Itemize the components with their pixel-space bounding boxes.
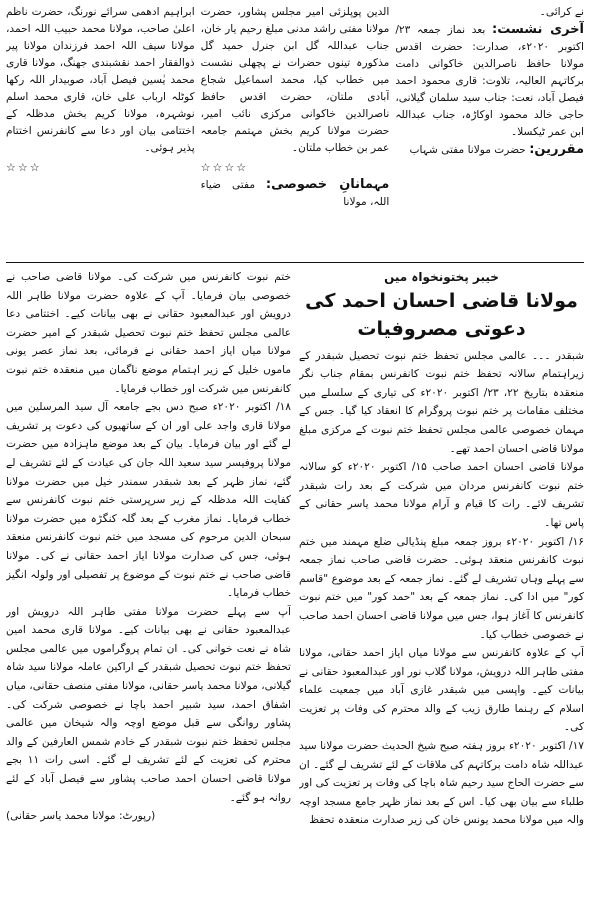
article-paragraph: ختم نبوت کانفرنس میں شرکت کی۔ مولانا قاضی صاحب نے خصوصی بیان فرمایا۔ آپ کے علاوہ حضرت مولانا طاہر اللہ درویش اور عبدالمعبود حقانی نے بھی بیانات کیے۔ اختتامی دعا عالمی مجلس تحفظ ختم نبوت تحصیل شبقدر کے امیر حضرت مولانا میاں ایاز احمد حقانی نے فرمائی، بعد نماز عصر یونی ماموں خلیل کے زیر اہتمام موضع ناگمان میں منعقدہ ختم نبوت کانفرنس میں شرکت اور خطاب فرمایا۔ bbox=[6, 271, 291, 395]
top-column-right bbox=[395, 4, 584, 256]
article-paragraph: شبقدر ۔۔۔ عالمی مجلس تحفظ ختم نبوت تحصیل شبقدر کے زیراہتمام سالانہ تحفظ ختم نبوت کانفرنس بمقام جناب نگر منعقدہ بتاریخ ۲۲، ۲۳/ اکتوبر ۲۰۲۰ء کی تیاری کے سلسلے میں مختلف مقامات پر ختم نبوت پروگرام کا انعقاد کیا گیا۔ جس کے مہمان خصوصی عالمی مجلس تحفظ ختم نبوت کے مرکزی مبلغ مولانا قاضی احسان احمد تھے۔ bbox=[299, 349, 584, 455]
special-guests-label: مہمانانِ خصوصی: bbox=[265, 177, 390, 192]
conference-report-top bbox=[6, 4, 584, 256]
stars-separator-left: ☆☆☆ bbox=[5, 161, 42, 174]
article-paragraph: آپ کے علاوہ کانفرنس سے مولانا میاں ایاز احمد حقانی، مولانا مفتی طاہر اللہ درویش، مولانا گلاب نور اور عبدالمعبود حقانی نے بیانات کیے۔ واپسی میں شبقدر غازی آباد میں جمعیت علماء اسلام کے رہنما طارق زیب کے والد محترم کی وفات پر تعزیت کی۔ bbox=[299, 647, 584, 734]
left-column-text: ابراہیم ادھمی سرائے نورنگ، حضرت ناظم اعلیٰ صاحب، مولانا محمد حبیب اللہ احمد، مولانا سیف اللہ احمد فرزندان مولانا پیر ذوالفقار احمد نقشبندی جھنگ، مولانا قاری محمد یٰسین فیصل آباد، صوبیدار اللہ رکھا کوٹلہ ارباب علی خان، قاری محمد اسلم نوشہرہ، مولانا کریم بخش مدظلہ کے اختتامی بیان اور دعا سے کانفرنس اختتام پذیر ہوئی۔ bbox=[5, 6, 195, 154]
section-divider bbox=[6, 262, 584, 263]
speakers-text: حضرت مولانا مفتی شہاب bbox=[409, 144, 526, 156]
article-title: مولانا قاضی احسان احمد کی دعوتی مصروفیات bbox=[305, 289, 578, 340]
article-kicker: خیبر پختونخواہ میں bbox=[384, 270, 499, 284]
top-column-left bbox=[6, 4, 195, 256]
report-signature: (رپورٹ: مولانا محمد یاسر حقانی) bbox=[6, 810, 156, 823]
article-paragraph: ۱۶/ اکتوبر ۲۰۲۰ء بروز جمعہ مبلغ پنڈیالی ضلع مہمند میں ختم نبوت کانفرنس منعقد ہوئی۔ حضرت قاضی صاحب نماز جمعہ سے پہلے وہاں تشریف لے گئے۔ نماز جمعہ کے بعد موضوع "قاسم کور" میں ادا کی۔ نماز جمعہ کے بعد "حمد کور" میں ختم نبوت کانفرنس کا آغاز ہوا، جس میں مولانا قاضی احسان احمد صاحب نے خصوصی خطاب کیا۔ bbox=[299, 535, 584, 641]
article-headline bbox=[299, 268, 584, 343]
lead-text: نے کرائی۔ bbox=[539, 6, 584, 18]
article-paragraph: ۱۷/ اکتوبر ۲۰۲۰ء بروز ہفتہ صبح شیخ الحدیث حضرت مولانا سید عبداللہ شاہ دامت برکاتہم کی ملاقات کے لئے تشریف لے گئے۔ ان سے حضرت الحاج سید رحیم شاہ باچا کی وفات پر تعزیت کی اور طلباء سے بیان بھی کیا۔ اس کے بعد نماز ظہر جامع مسجد اوچہ والہ میں مولانا محمد یونس خان کی زیر صدارت منعقدہ تحفظ bbox=[299, 740, 584, 827]
article-paragraph: ۱۸/ اکتوبر ۲۰۲۰ء صبح دس بجے جامعہ آل سید المرسلین میں مولانا قاری واجد علی اور ان کے ساتھیوں کی دعوت پر تشریف لے گئے اور بیان فرمایا۔ بیان کے بعد موضع ماہزادہ میں حضرت مولانا پروفیسر سید سعید اللہ جان کی عیادت کے لئے تشریف لے گئے، نماز ظہر کے بعد شبقدر سمندر خیل میں حضرت مولانا کفایت اللہ مدظلہ کے زیر سرپرستی ختم نبوت کانفرنس سے خطاب فرمایا۔ نماز مغرب کے بعد گلہ کنگڑہ میں حضرت مولانا سبحان الدین مرحوم کی مسجد میں ختم نبوت کانفرنس منعقد ہوئی، جس کی صدارت مولانا ایاز احمد حقانی نے کی۔ مولانا قاضی صاحب نے ختم نبوت کے موضوع پر تفصیلی اور ولولہ انگیز خطاب فرمایا۔ bbox=[6, 401, 291, 600]
article-paragraph: آپ سے پہلے حضرت مولانا مفتی طاہر اللہ درویش اور عبدالمعبود حقانی نے بھی بیانات کیے۔ مولانا قاری محمد امین شاہ نے نعت خوانی کی۔ ان تمام پروگراموں میں عالمی مجلس تحفظ ختم نبوت تحصیل شبقدر کے اراکین عاملہ مولانا سید شاہ گیلانی، مولانا محمد یاسر حقانی، مولانا مفتی منصف حقانی، میاں اشفاق احمد، سید شبیر احمد باچا نے خصوصی شرکت کی۔ پشاور روانگی سے قبل موضع اوچہ والہ شیخان میں عالمی مجلس تحفظ ختم نبوت شبقدر کے خادم شمس العارفین کے والد محترم کی تعزیت کے لئے تشریف لے گئے۔ اسی رات ۱۱ بجے مولانا قاضی احسان احمد صاحب پشاور سے فیصل آباد کے لئے روانہ ہو گئے۔ bbox=[6, 605, 291, 804]
special-guests-text: مفتی ضیاء اللہ، مولانا bbox=[200, 179, 390, 208]
middle-column-text: الدین پوپلزئی امیر مجلس پشاور، حضرت مولانا مفتی راشد مدنی مبلغ رحیم یار خان، جناب عبداللہ گل ابن جنرل حمید گل مذکورہ تینوں حضرات نے پچھلی نشست میں خطاب کیا، محمد اسماعیل شجاع آبادی ملتان، حضرت اقدس حافظ ناصرالدین خاکوانی مرکزی نائب امیر، حضرت مولانا کریم بخش مہتمم جامعہ عمر بن خطاب ملتان۔ bbox=[200, 6, 390, 154]
final-session-heading: آخری نشست: bbox=[492, 22, 584, 37]
article-column-right bbox=[299, 268, 584, 914]
speakers-label: مقررین: bbox=[529, 142, 584, 157]
article-paragraph: مولانا قاضی احسان احمد صاحب ۱۵/ اکتوبر ۲۰۲۰ء کو سالانہ ختم نبوت کانفرنس مردان میں شرکت کے بعد رات شبقدر تشریف لائے۔ رات کا قیام و آرام مولانا محمد یاسر حقانی کے پاس تھا۔ bbox=[299, 461, 584, 529]
article-column-left bbox=[6, 268, 291, 914]
final-session-text: بعد نماز جمعہ ۲۳/ اکتوبر ۲۰۲۰ء، صدارت: حضرت اقدس مولانا حافظ ناصرالدین خاکوانی دامت برکاتہم العالیہ، تلاوت: قاری محمود احمد فیصل آباد، نعت: جناب سید سلمان گیلانی، حاجی خالد محمود اوکاڑہ، جناب عبداللہ ابن عمر ٹیکسلا۔ bbox=[395, 24, 584, 138]
article-section bbox=[6, 268, 584, 914]
stars-separator-middle: ☆☆☆☆ bbox=[200, 161, 249, 174]
top-column-middle bbox=[201, 4, 390, 256]
